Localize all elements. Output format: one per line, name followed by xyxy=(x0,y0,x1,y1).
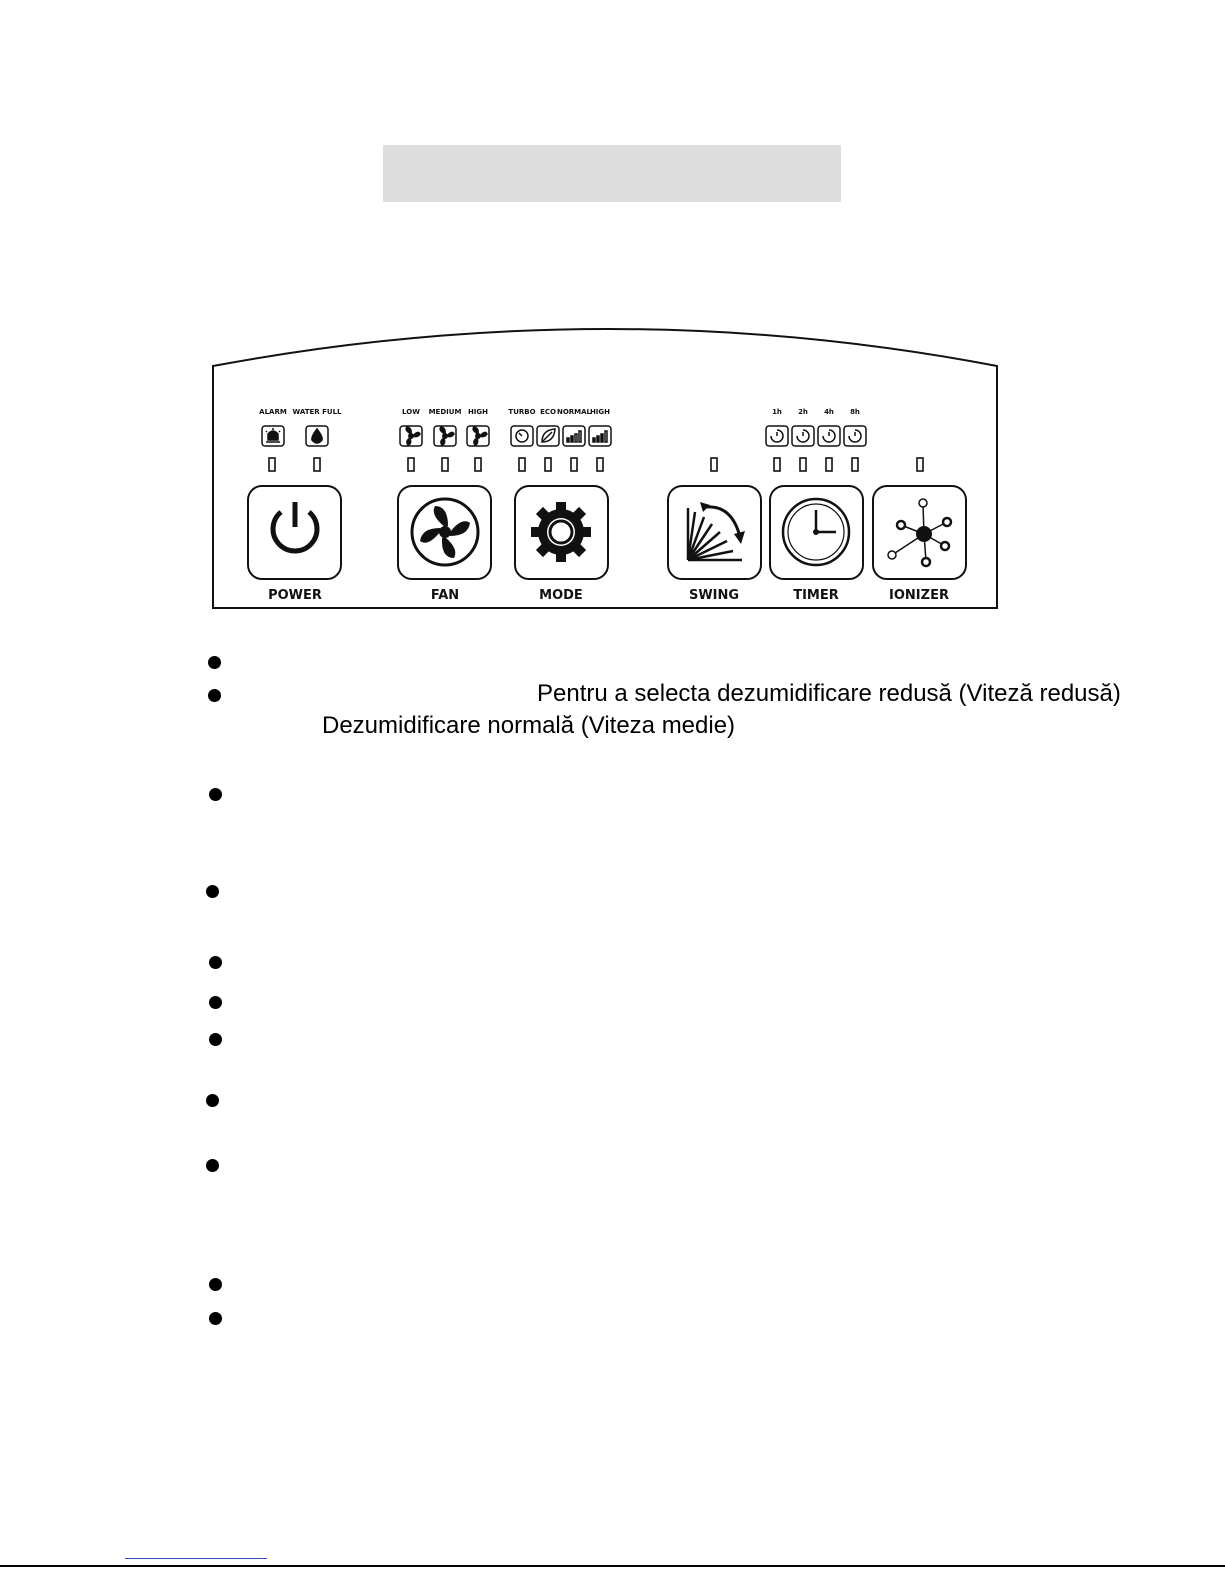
mode-high-label: HIGH xyxy=(589,408,611,416)
bullet-8 xyxy=(206,1094,219,1107)
led-timer-8h xyxy=(852,458,858,471)
bullet-5 xyxy=(209,956,222,969)
led-alarm xyxy=(269,458,275,471)
ionizer-label: IONIZER xyxy=(889,588,949,603)
fan-low-icon xyxy=(400,426,422,446)
led-mode-normal xyxy=(571,458,577,471)
timer-label: TIMER xyxy=(793,588,839,603)
swing-label: SWING xyxy=(688,588,740,603)
led-mode-eco xyxy=(545,458,551,471)
timer-1h-label: 1h xyxy=(772,408,782,416)
led-ionizer xyxy=(917,458,923,471)
timer-2h-icon xyxy=(792,426,814,446)
fan-medium-label: MEDIUM xyxy=(428,408,462,416)
bullet-3 xyxy=(209,788,222,801)
panel-outline xyxy=(213,329,997,608)
eco-leaf-icon xyxy=(537,426,559,446)
led-timer-1h xyxy=(774,458,780,471)
bullet-1 xyxy=(208,656,221,669)
timer-button[interactable] xyxy=(770,486,863,579)
led-fan-high xyxy=(475,458,481,471)
water-drop-icon xyxy=(306,426,328,446)
water-full-label: WATER FULL xyxy=(292,408,342,416)
power-label: POWER xyxy=(268,588,322,603)
timer-8h-label: 8h xyxy=(850,408,860,416)
bullet-4 xyxy=(206,885,219,898)
timer-4h-icon xyxy=(818,426,840,446)
fan-low-label: LOW xyxy=(402,408,420,416)
led-mode-turbo xyxy=(519,458,525,471)
bullet-10 xyxy=(209,1278,222,1291)
high-bars-icon xyxy=(589,426,611,446)
mode-turbo-label: TURBO xyxy=(508,408,536,416)
control-panel xyxy=(205,315,1005,615)
mode-normal-label: NORMAL xyxy=(556,408,592,416)
footer-link-underline[interactable] xyxy=(125,1558,267,1559)
led-mode-high xyxy=(597,458,603,471)
fan-medium-icon xyxy=(434,426,456,446)
led-swing xyxy=(711,458,717,471)
mode-eco-label: ECO xyxy=(540,408,556,416)
alarm-icon xyxy=(262,426,284,446)
led-fan-low xyxy=(408,458,414,471)
instruction-line-2b: Dezumidificare normală (Viteza medie) xyxy=(322,712,736,739)
fan-high-label: HIGH xyxy=(467,408,489,416)
swing-button[interactable] xyxy=(668,486,761,579)
bullet-9 xyxy=(206,1159,219,1172)
mode-label: MODE xyxy=(539,588,583,603)
instruction-line-2a: Pentru a selecta dezumidificare redusă (Viteză redusă) xyxy=(537,680,1121,707)
bullet-2 xyxy=(208,689,221,702)
bullet-11 xyxy=(209,1312,222,1325)
led-water-full xyxy=(314,458,320,471)
led-timer-2h xyxy=(800,458,806,471)
bullet-6 xyxy=(209,996,222,1009)
timer-1h-icon xyxy=(766,426,788,446)
turbo-icon xyxy=(511,426,533,446)
led-fan-medium xyxy=(442,458,448,471)
ionizer-button[interactable] xyxy=(873,486,966,579)
timer-4h-label: 4h xyxy=(824,408,834,416)
bullet-7 xyxy=(209,1033,222,1046)
footer-rule xyxy=(0,1565,1225,1567)
normal-bars-icon xyxy=(563,426,585,446)
alarm-label: ALARM xyxy=(259,408,287,416)
fan-button[interactable] xyxy=(398,486,491,579)
timer-8h-icon xyxy=(844,426,866,446)
fan-high-icon xyxy=(467,426,489,446)
timer-2h-label: 2h xyxy=(798,408,808,416)
mode-button[interactable] xyxy=(515,486,608,579)
led-timer-4h xyxy=(826,458,832,471)
fan-label: FAN xyxy=(430,588,460,603)
power-button[interactable] xyxy=(248,486,341,579)
title-bar xyxy=(383,145,841,202)
